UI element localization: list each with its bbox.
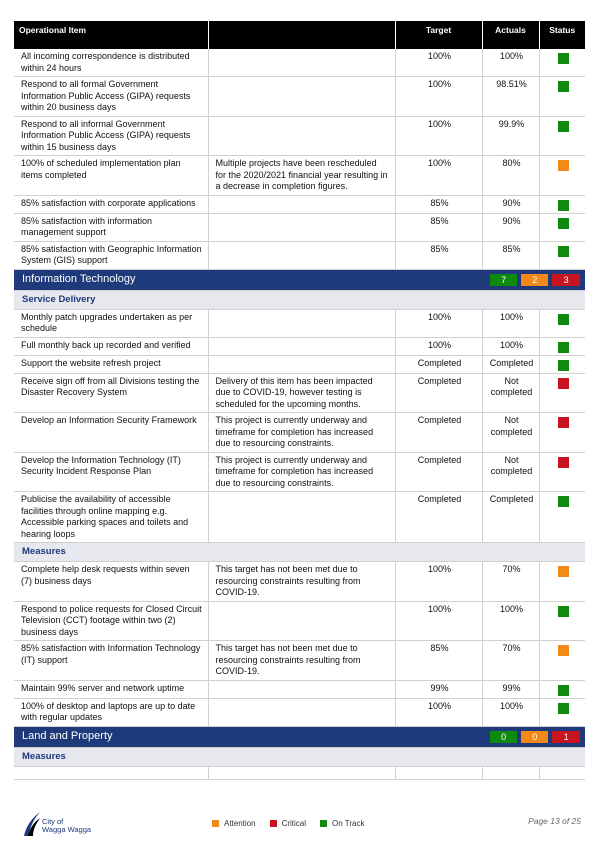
table-row xyxy=(14,492,585,543)
item-cell: 85% satisfaction with Information Technology (IT) support xyxy=(14,641,208,681)
section-header xyxy=(14,269,585,290)
comment-cell xyxy=(208,698,395,726)
page-footer xyxy=(0,800,599,847)
status-cell xyxy=(539,156,585,196)
item-cell: 85% satisfaction with corporate applications xyxy=(14,195,208,213)
target-cell: 100% xyxy=(395,309,482,337)
status-cell xyxy=(539,309,585,337)
table-row xyxy=(14,49,585,77)
target-cell: Completed xyxy=(395,452,482,492)
status-green-icon xyxy=(558,121,569,132)
actual-cell: Completed xyxy=(482,492,539,543)
actual-cell: 70% xyxy=(482,562,539,602)
status-green-icon xyxy=(558,218,569,229)
item-cell: Respond to all informal Government Information Public Access (GIPA) requests within 15 business days xyxy=(14,116,208,156)
status-green-icon xyxy=(558,314,569,325)
critical-count: 3 xyxy=(552,274,580,286)
it-section xyxy=(14,269,585,309)
section-header xyxy=(14,726,585,747)
target-cell: 100% xyxy=(395,156,482,196)
status-cell xyxy=(539,213,585,241)
legend-on-track: On Track xyxy=(320,819,364,828)
table-row xyxy=(14,309,585,337)
actual-cell: 90% xyxy=(482,213,539,241)
actual-cell: 80% xyxy=(482,156,539,196)
attention-square-icon xyxy=(212,820,219,827)
target-cell: Completed xyxy=(395,492,482,543)
actual-cell: 100% xyxy=(482,309,539,337)
target-cell: Completed xyxy=(395,413,482,453)
table-row xyxy=(14,116,585,156)
status-legend xyxy=(212,819,378,828)
table-header xyxy=(14,21,585,49)
actual-cell: 70% xyxy=(482,641,539,681)
section-title: Information Technology xyxy=(14,269,482,290)
item-cell: Support the website refresh project xyxy=(14,355,208,373)
status-green-icon xyxy=(558,342,569,353)
actual-cell: Completed xyxy=(482,355,539,373)
header-status: Status xyxy=(539,21,585,49)
status-cell xyxy=(539,241,585,269)
comment-cell xyxy=(208,77,395,117)
status-green-icon xyxy=(558,685,569,696)
item-cell: Respond to police requests for Closed Circuit Television (CCT) footage within two (2) business days xyxy=(14,601,208,641)
attention-count: 2 xyxy=(521,274,548,286)
comment-cell xyxy=(208,116,395,156)
target-cell: 100% xyxy=(395,601,482,641)
status-green-icon xyxy=(558,246,569,257)
target-cell: 100% xyxy=(395,116,482,156)
target-cell: 99% xyxy=(395,680,482,698)
attention-count: 0 xyxy=(521,731,548,743)
status-cell xyxy=(539,77,585,117)
target-cell: 85% xyxy=(395,213,482,241)
comment-cell xyxy=(208,492,395,543)
status-cell xyxy=(539,337,585,355)
on-track-count: 0 xyxy=(490,731,517,743)
table-row xyxy=(14,413,585,453)
table-row xyxy=(14,452,585,492)
actual-cell: Not completed xyxy=(482,373,539,413)
actual-cell: 99% xyxy=(482,680,539,698)
table-row xyxy=(14,680,585,698)
comment-cell xyxy=(208,309,395,337)
report-table-wrap xyxy=(14,21,585,780)
item-cell: 100% of scheduled implementation plan items completed xyxy=(14,156,208,196)
city-logo-icon xyxy=(22,810,42,840)
status-cell xyxy=(539,562,585,602)
actual-cell: Not completed xyxy=(482,413,539,453)
item-cell: Full monthly back up recorded and verified xyxy=(14,337,208,355)
comment-cell: This project is currently underway and timeframe for completion has increased due to resourcing constraints. xyxy=(208,413,395,453)
table-row xyxy=(14,77,585,117)
header-target: Target xyxy=(395,21,482,49)
actual-cell: 99.9% xyxy=(482,116,539,156)
actual-cell: 100% xyxy=(482,698,539,726)
item-cell: Respond to all formal Government Information Public Access (GIPA) requests within 20 business days xyxy=(14,77,208,117)
actual-cell: 100% xyxy=(482,49,539,77)
on-track-count: 7 xyxy=(490,274,517,286)
status-cell xyxy=(539,492,585,543)
subsection-header xyxy=(14,290,585,309)
item-cell: 85% satisfaction with information management support xyxy=(14,213,208,241)
header-item: Operational Item xyxy=(14,21,208,49)
item-cell: 85% satisfaction with Geographic Information System (GIS) support xyxy=(14,241,208,269)
status-cell xyxy=(539,116,585,156)
status-red-icon xyxy=(558,378,569,389)
table-row-empty xyxy=(14,766,585,779)
table-row xyxy=(14,241,585,269)
comment-cell xyxy=(208,601,395,641)
status-orange-icon xyxy=(558,566,569,577)
status-cell xyxy=(539,373,585,413)
status-cell xyxy=(539,195,585,213)
item-cell: Develop the Information Technology (IT) Security Incident Response Plan xyxy=(14,452,208,492)
status-cell xyxy=(539,601,585,641)
table-row xyxy=(14,698,585,726)
legend-critical: Critical xyxy=(270,819,306,828)
status-cell xyxy=(539,413,585,453)
status-green-icon xyxy=(558,360,569,371)
target-cell: 100% xyxy=(395,562,482,602)
legend-attention: Attention xyxy=(212,819,256,828)
status-orange-icon xyxy=(558,160,569,171)
item-cell: Monthly patch upgrades undertaken as per schedule xyxy=(14,309,208,337)
target-cell: Completed xyxy=(395,373,482,413)
status-red-icon xyxy=(558,417,569,428)
subsection-title: Measures xyxy=(14,543,585,562)
status-cell xyxy=(539,355,585,373)
comment-cell: This target has not been met due to resourcing constraints resulting from COVID-19. xyxy=(208,641,395,681)
target-cell: 100% xyxy=(395,49,482,77)
subsection-header xyxy=(14,747,585,766)
target-cell: 100% xyxy=(395,77,482,117)
target-cell: 85% xyxy=(395,241,482,269)
status-green-icon xyxy=(558,81,569,92)
status-cell xyxy=(539,698,585,726)
rows-measures xyxy=(14,562,585,727)
status-cell xyxy=(539,680,585,698)
rows-service-delivery xyxy=(14,309,585,543)
item-cell: 100% of desktop and laptops are up to date with regular updates xyxy=(14,698,208,726)
header-comment xyxy=(208,21,395,49)
subsection-title: Service Delivery xyxy=(14,290,585,309)
table-row xyxy=(14,355,585,373)
logo-text: City of Wagga Wagga xyxy=(42,817,92,834)
table-row xyxy=(14,337,585,355)
header-actuals: Actuals xyxy=(482,21,539,49)
item-cell: Publicise the availability of accessible facilities through online mapping e.g. Accessible parking spaces and toilets and hearing loops xyxy=(14,492,208,543)
comment-cell xyxy=(208,213,395,241)
actual-cell: 85% xyxy=(482,241,539,269)
on-track-square-icon xyxy=(320,820,327,827)
item-cell: Maintain 99% server and network uptime xyxy=(14,680,208,698)
operational-table xyxy=(14,21,585,780)
status-cell xyxy=(539,49,585,77)
table-row xyxy=(14,213,585,241)
actual-cell: 98.51% xyxy=(482,77,539,117)
status-red-icon xyxy=(558,457,569,468)
comment-cell xyxy=(208,680,395,698)
item-cell: Receive sign off from all Divisions testing the Disaster Recovery System xyxy=(14,373,208,413)
comment-cell: Multiple projects have been rescheduled for the 2020/2021 financial year resulting in a decrease in completion figures. xyxy=(208,156,395,196)
comment-cell xyxy=(208,355,395,373)
comment-cell: This target has not been met due to resourcing constraints resulting from COVID-19. xyxy=(208,562,395,602)
comment-cell xyxy=(208,337,395,355)
table-row xyxy=(14,601,585,641)
actual-cell: 100% xyxy=(482,337,539,355)
target-cell: 85% xyxy=(395,641,482,681)
item-cell: Develop an Information Security Framework xyxy=(14,413,208,453)
comment-cell: This project is currently underway and timeframe for completion has increased due to resourcing constraints. xyxy=(208,452,395,492)
comment-cell xyxy=(208,49,395,77)
critical-count: 1 xyxy=(552,731,580,743)
target-cell: 85% xyxy=(395,195,482,213)
table-row xyxy=(14,195,585,213)
page-number: Page 13 of 25 xyxy=(528,816,581,826)
comment-cell xyxy=(208,195,395,213)
subsection-title: Measures xyxy=(14,747,585,766)
comment-cell xyxy=(208,241,395,269)
status-green-icon xyxy=(558,703,569,714)
target-cell: Completed xyxy=(395,355,482,373)
critical-square-icon xyxy=(270,820,277,827)
item-cell: Complete help desk requests within seven (7) business days xyxy=(14,562,208,602)
rows-top xyxy=(14,49,585,269)
target-cell: 100% xyxy=(395,698,482,726)
status-cell xyxy=(539,641,585,681)
section-title: Land and Property xyxy=(14,726,482,747)
status-cell xyxy=(539,452,585,492)
actual-cell: 90% xyxy=(482,195,539,213)
status-green-icon xyxy=(558,606,569,617)
item-cell: All incoming correspondence is distributed within 24 hours xyxy=(14,49,208,77)
table-row xyxy=(14,562,585,602)
status-green-icon xyxy=(558,53,569,64)
status-green-icon xyxy=(558,496,569,507)
target-cell: 100% xyxy=(395,337,482,355)
table-row xyxy=(14,156,585,196)
status-orange-icon xyxy=(558,645,569,656)
actual-cell: 100% xyxy=(482,601,539,641)
table-row xyxy=(14,641,585,681)
comment-cell: Delivery of this item has been impacted due to COVID-19, however testing is scheduled for the upcoming months. xyxy=(208,373,395,413)
status-green-icon xyxy=(558,200,569,211)
subsection-header xyxy=(14,543,585,562)
actual-cell: Not completed xyxy=(482,452,539,492)
table-row xyxy=(14,373,585,413)
lp-section xyxy=(14,726,585,779)
